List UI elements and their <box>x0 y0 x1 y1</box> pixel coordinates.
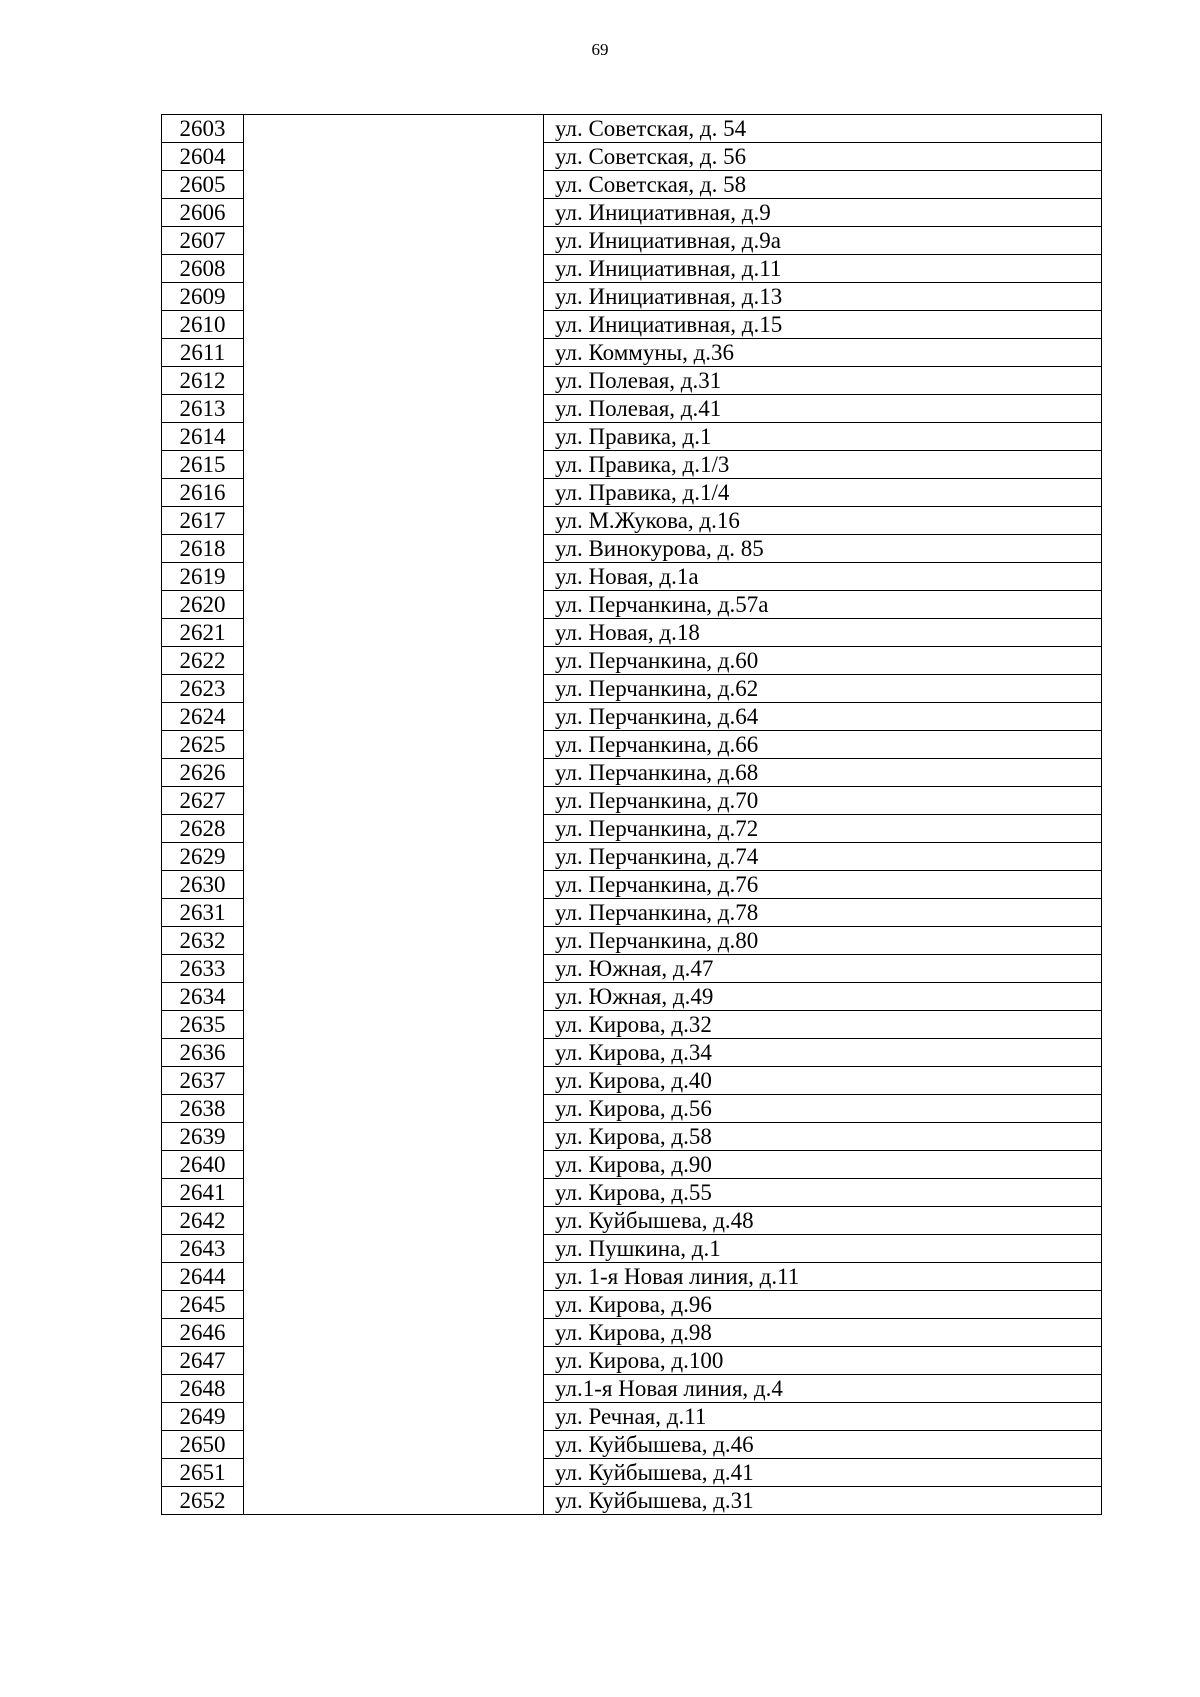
table-row <box>162 1235 1102 1263</box>
table-row <box>162 759 1102 787</box>
address-cell: ул. Инициативная, д.15 <box>544 311 1102 339</box>
row-number: 2629 <box>162 843 244 871</box>
address-cell: ул. Южная, д.47 <box>544 955 1102 983</box>
empty-cell <box>244 535 544 563</box>
row-number: 2630 <box>162 871 244 899</box>
row-number: 2613 <box>162 395 244 423</box>
empty-cell <box>244 563 544 591</box>
address-cell: ул. Перчанкина, д.62 <box>544 675 1102 703</box>
table-row <box>162 983 1102 1011</box>
address-cell: ул. Винокурова, д. 85 <box>544 535 1102 563</box>
address-cell: ул. Полевая, д.31 <box>544 367 1102 395</box>
row-number: 2634 <box>162 983 244 1011</box>
address-table-body <box>162 115 1102 1515</box>
row-number: 2611 <box>162 339 244 367</box>
empty-cell <box>244 1039 544 1067</box>
address-table <box>161 114 1102 1515</box>
empty-cell <box>244 1011 544 1039</box>
empty-cell <box>244 283 544 311</box>
address-cell: ул. Новая, д.1а <box>544 563 1102 591</box>
address-cell: ул. Полевая, д.41 <box>544 395 1102 423</box>
table-row <box>162 1039 1102 1067</box>
empty-cell <box>244 815 544 843</box>
row-number: 2635 <box>162 1011 244 1039</box>
row-number: 2609 <box>162 283 244 311</box>
address-cell: ул. Кирова, д.40 <box>544 1067 1102 1095</box>
empty-cell <box>244 507 544 535</box>
table-row <box>162 563 1102 591</box>
row-number: 2646 <box>162 1319 244 1347</box>
address-cell: ул. Кирова, д.58 <box>544 1123 1102 1151</box>
row-number: 2619 <box>162 563 244 591</box>
row-number: 2610 <box>162 311 244 339</box>
empty-cell <box>244 1291 544 1319</box>
row-number: 2639 <box>162 1123 244 1151</box>
empty-cell <box>244 171 544 199</box>
empty-cell <box>244 255 544 283</box>
table-row <box>162 367 1102 395</box>
table-row <box>162 1095 1102 1123</box>
empty-cell <box>244 1403 544 1431</box>
table-row <box>162 1487 1102 1515</box>
table-row <box>162 1431 1102 1459</box>
table-row <box>162 1011 1102 1039</box>
address-cell: ул. Перчанкина, д.76 <box>544 871 1102 899</box>
address-cell: ул. Кирова, д.56 <box>544 1095 1102 1123</box>
table-row <box>162 1403 1102 1431</box>
address-cell: ул. Перчанкина, д.64 <box>544 703 1102 731</box>
empty-cell <box>244 1095 544 1123</box>
row-number: 2650 <box>162 1431 244 1459</box>
address-cell: ул. Перчанкина, д.72 <box>544 815 1102 843</box>
address-cell: ул. Советская, д. 54 <box>544 115 1102 143</box>
empty-cell <box>244 1375 544 1403</box>
address-cell: ул. 1-я Новая линия, д.11 <box>544 1263 1102 1291</box>
table-row <box>162 1375 1102 1403</box>
empty-cell <box>244 675 544 703</box>
address-cell: ул. Кирова, д.32 <box>544 1011 1102 1039</box>
empty-cell <box>244 1179 544 1207</box>
row-number: 2638 <box>162 1095 244 1123</box>
empty-cell <box>244 199 544 227</box>
address-cell: ул. Куйбышева, д.31 <box>544 1487 1102 1515</box>
row-number: 2625 <box>162 731 244 759</box>
page-number: 69 <box>591 40 609 59</box>
row-number: 2640 <box>162 1151 244 1179</box>
empty-cell <box>244 759 544 787</box>
empty-cell <box>244 955 544 983</box>
row-number: 2620 <box>162 591 244 619</box>
row-number: 2633 <box>162 955 244 983</box>
address-cell: ул. Куйбышева, д.48 <box>544 1207 1102 1235</box>
row-number: 2648 <box>162 1375 244 1403</box>
table-row <box>162 1319 1102 1347</box>
empty-cell <box>244 1207 544 1235</box>
address-cell: ул. Инициативная, д.9 <box>544 199 1102 227</box>
row-number: 2649 <box>162 1403 244 1431</box>
address-cell: ул. Южная, д.49 <box>544 983 1102 1011</box>
table-row <box>162 423 1102 451</box>
empty-cell <box>244 843 544 871</box>
table-row <box>162 171 1102 199</box>
empty-cell <box>244 899 544 927</box>
address-cell: ул. Правика, д.1/3 <box>544 451 1102 479</box>
empty-cell <box>244 983 544 1011</box>
empty-cell <box>244 143 544 171</box>
row-number: 2644 <box>162 1263 244 1291</box>
table-row <box>162 507 1102 535</box>
row-number: 2627 <box>162 787 244 815</box>
row-number: 2612 <box>162 367 244 395</box>
row-number: 2617 <box>162 507 244 535</box>
table-row <box>162 1123 1102 1151</box>
row-number: 2623 <box>162 675 244 703</box>
address-cell: ул. Правика, д.1 <box>544 423 1102 451</box>
table-row <box>162 787 1102 815</box>
address-cell: ул. Пушкина, д.1 <box>544 1235 1102 1263</box>
table-row <box>162 1207 1102 1235</box>
empty-cell <box>244 367 544 395</box>
empty-cell <box>244 1319 544 1347</box>
table-row <box>162 843 1102 871</box>
row-number: 2605 <box>162 171 244 199</box>
row-number: 2641 <box>162 1179 244 1207</box>
row-number: 2616 <box>162 479 244 507</box>
empty-cell <box>244 115 544 143</box>
table-row <box>162 647 1102 675</box>
empty-cell <box>244 1123 544 1151</box>
address-cell: ул. Перчанкина, д.57а <box>544 591 1102 619</box>
address-cell: ул. Куйбышева, д.41 <box>544 1459 1102 1487</box>
empty-cell <box>244 787 544 815</box>
table-row <box>162 1067 1102 1095</box>
row-number: 2624 <box>162 703 244 731</box>
row-number: 2645 <box>162 1291 244 1319</box>
row-number: 2621 <box>162 619 244 647</box>
table-row <box>162 283 1102 311</box>
address-cell: ул. Инициативная, д.9а <box>544 227 1102 255</box>
table-row <box>162 255 1102 283</box>
table-row <box>162 899 1102 927</box>
empty-cell <box>244 619 544 647</box>
address-cell: ул. Инициативная, д.13 <box>544 283 1102 311</box>
table-row <box>162 1291 1102 1319</box>
address-cell: ул. Речная, д.11 <box>544 1403 1102 1431</box>
table-row <box>162 1347 1102 1375</box>
row-number: 2632 <box>162 927 244 955</box>
table-row <box>162 199 1102 227</box>
row-number: 2604 <box>162 143 244 171</box>
row-number: 2626 <box>162 759 244 787</box>
row-number: 2643 <box>162 1235 244 1263</box>
address-cell: ул. Кирова, д.34 <box>544 1039 1102 1067</box>
empty-cell <box>244 479 544 507</box>
table-row <box>162 395 1102 423</box>
row-number: 2642 <box>162 1207 244 1235</box>
empty-cell <box>244 339 544 367</box>
address-cell: ул. Советская, д. 56 <box>544 143 1102 171</box>
empty-cell <box>244 871 544 899</box>
table-row <box>162 675 1102 703</box>
address-cell: ул. Перчанкина, д.68 <box>544 759 1102 787</box>
table-row <box>162 115 1102 143</box>
address-cell: ул. Кирова, д.100 <box>544 1347 1102 1375</box>
row-number: 2628 <box>162 815 244 843</box>
table-row <box>162 1179 1102 1207</box>
address-cell: ул. Перчанкина, д.70 <box>544 787 1102 815</box>
empty-cell <box>244 591 544 619</box>
table-row <box>162 1151 1102 1179</box>
empty-cell <box>244 647 544 675</box>
table-row <box>162 1263 1102 1291</box>
table-row <box>162 311 1102 339</box>
empty-cell <box>244 927 544 955</box>
row-number: 2615 <box>162 451 244 479</box>
address-cell: ул. Кирова, д.96 <box>544 1291 1102 1319</box>
table-row <box>162 871 1102 899</box>
address-cell: ул. Перчанкина, д.60 <box>544 647 1102 675</box>
table-row <box>162 815 1102 843</box>
row-number: 2608 <box>162 255 244 283</box>
address-cell: ул. Перчанкина, д.74 <box>544 843 1102 871</box>
empty-cell <box>244 1347 544 1375</box>
address-cell: ул. Кирова, д.98 <box>544 1319 1102 1347</box>
row-number: 2652 <box>162 1487 244 1515</box>
table-row <box>162 955 1102 983</box>
row-number: 2603 <box>162 115 244 143</box>
empty-cell <box>244 1235 544 1263</box>
empty-cell <box>244 731 544 759</box>
row-number: 2636 <box>162 1039 244 1067</box>
table-row <box>162 339 1102 367</box>
empty-cell <box>244 1067 544 1095</box>
empty-cell <box>244 395 544 423</box>
row-number: 2606 <box>162 199 244 227</box>
row-number: 2614 <box>162 423 244 451</box>
row-number: 2607 <box>162 227 244 255</box>
table-row <box>162 927 1102 955</box>
empty-cell <box>244 311 544 339</box>
table-row <box>162 143 1102 171</box>
empty-cell <box>244 423 544 451</box>
table-row <box>162 479 1102 507</box>
row-number: 2631 <box>162 899 244 927</box>
empty-cell <box>244 1459 544 1487</box>
address-cell: ул. Кирова, д.90 <box>544 1151 1102 1179</box>
table-row <box>162 535 1102 563</box>
row-number: 2618 <box>162 535 244 563</box>
address-cell: ул. Кирова, д.55 <box>544 1179 1102 1207</box>
empty-cell <box>244 1487 544 1515</box>
address-cell: ул. Инициативная, д.11 <box>544 255 1102 283</box>
address-cell: ул. М.Жукова, д.16 <box>544 507 1102 535</box>
address-cell: ул.1-я Новая линия, д.4 <box>544 1375 1102 1403</box>
row-number: 2647 <box>162 1347 244 1375</box>
table-row <box>162 703 1102 731</box>
empty-cell <box>244 227 544 255</box>
empty-cell <box>244 1263 544 1291</box>
address-cell: ул. Куйбышева, д.46 <box>544 1431 1102 1459</box>
row-number: 2637 <box>162 1067 244 1095</box>
address-cell: ул. Советская, д. 58 <box>544 171 1102 199</box>
empty-cell <box>244 703 544 731</box>
empty-cell <box>244 1431 544 1459</box>
address-cell: ул. Перчанкина, д.80 <box>544 927 1102 955</box>
row-number: 2622 <box>162 647 244 675</box>
table-row <box>162 1459 1102 1487</box>
address-cell: ул. Перчанкина, д.66 <box>544 731 1102 759</box>
empty-cell <box>244 1151 544 1179</box>
table-row <box>162 591 1102 619</box>
row-number: 2651 <box>162 1459 244 1487</box>
table-row <box>162 731 1102 759</box>
table-row <box>162 451 1102 479</box>
table-row <box>162 227 1102 255</box>
table-row <box>162 619 1102 647</box>
address-cell: ул. Коммуны, д.36 <box>544 339 1102 367</box>
address-cell: ул. Новая, д.18 <box>544 619 1102 647</box>
address-cell: ул. Перчанкина, д.78 <box>544 899 1102 927</box>
empty-cell <box>244 451 544 479</box>
address-cell: ул. Правика, д.1/4 <box>544 479 1102 507</box>
